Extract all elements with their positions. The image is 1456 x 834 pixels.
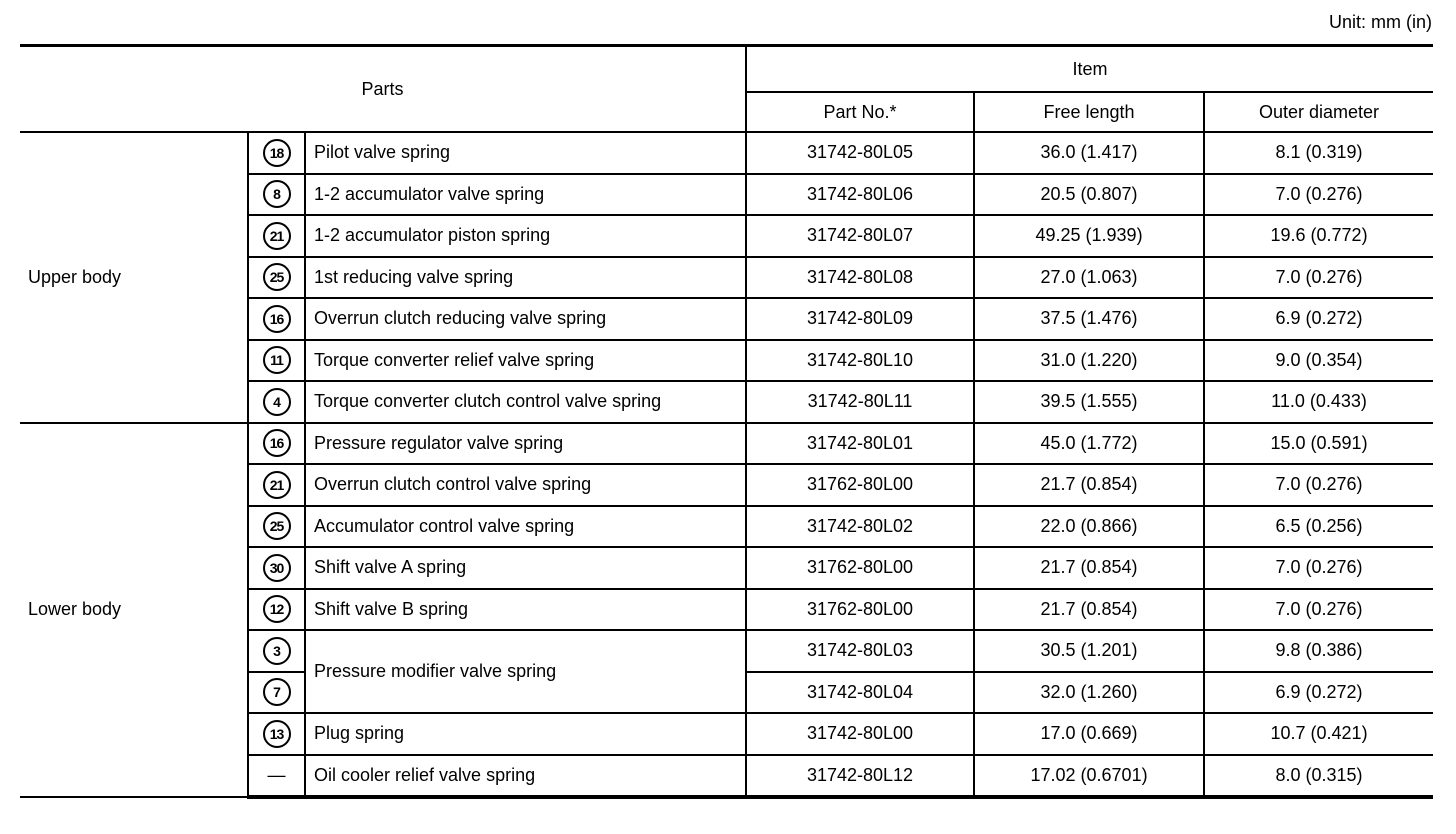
part-name: 1-2 accumulator valve spring [305,174,746,216]
part-name: Shift valve B spring [305,589,746,631]
header-free-length: Free length [974,92,1204,132]
index-number-badge: 7 [263,678,291,706]
outer-diameter: 6.5 (0.256) [1204,506,1433,548]
outer-diameter: 7.0 (0.276) [1204,174,1433,216]
part-number: 31742-80L01 [746,423,974,465]
part-number: 31762-80L00 [746,464,974,506]
header-outer-diameter: Outer diameter [1204,92,1433,132]
free-length: 22.0 (0.866) [974,506,1204,548]
index-number-badge: 11 [263,346,291,374]
free-length: 39.5 (1.555) [974,381,1204,423]
table-row [20,423,1433,465]
part-number: 31742-80L02 [746,506,974,548]
outer-diameter: 9.0 (0.354) [1204,340,1433,382]
free-length: 21.7 (0.854) [974,464,1204,506]
part-name: 1st reducing valve spring [305,257,746,299]
outer-diameter: 19.6 (0.772) [1204,215,1433,257]
free-length: 20.5 (0.807) [974,174,1204,216]
outer-diameter: 7.0 (0.276) [1204,257,1433,299]
outer-diameter: 6.9 (0.272) [1204,672,1433,714]
free-length: 49.25 (1.939) [974,215,1204,257]
unit-label: Unit: mm (in) [1329,12,1432,32]
part-name: Overrun clutch control valve spring [305,464,746,506]
part-name: Pressure regulator valve spring [305,423,746,465]
part-number: 31742-80L05 [746,132,974,174]
outer-diameter: 8.1 (0.319) [1204,132,1433,174]
free-length: 30.5 (1.201) [974,630,1204,672]
header-part-no: Part No.* [746,92,974,132]
part-number: 31742-80L11 [746,381,974,423]
part-number: 31742-80L09 [746,298,974,340]
part-name: Plug spring [305,713,746,755]
part-name: Overrun clutch reducing valve spring [305,298,746,340]
outer-diameter: 7.0 (0.276) [1204,589,1433,631]
part-number: 31742-80L00 [746,713,974,755]
outer-diameter: 7.0 (0.276) [1204,547,1433,589]
free-length: 17.02 (0.6701) [974,755,1204,798]
free-length: 32.0 (1.260) [974,672,1204,714]
part-number: 31762-80L00 [746,547,974,589]
outer-diameter: 10.7 (0.421) [1204,713,1433,755]
index-number-badge: 3 [263,637,291,665]
part-name: Pressure modifier valve spring [305,630,746,713]
free-length: 17.0 (0.669) [974,713,1204,755]
index-number-badge: 25 [263,263,291,291]
part-name: Torque converter relief valve spring [305,340,746,382]
index-number-badge: 18 [263,139,291,167]
part-number: 31742-80L04 [746,672,974,714]
part-number: 31742-80L07 [746,215,974,257]
outer-diameter: 15.0 (0.591) [1204,423,1433,465]
part-name: Accumulator control valve spring [305,506,746,548]
index-number-badge: 21 [263,222,291,250]
index-number-badge: 16 [263,429,291,457]
index-number-badge: 13 [263,720,291,748]
part-number: 31742-80L12 [746,755,974,798]
outer-diameter: 8.0 (0.315) [1204,755,1433,798]
free-length: 37.5 (1.476) [974,298,1204,340]
dash-icon: — [248,755,305,798]
outer-diameter: 6.9 (0.272) [1204,298,1433,340]
part-name: Shift valve A spring [305,547,746,589]
part-number: 31762-80L00 [746,589,974,631]
free-length: 45.0 (1.772) [974,423,1204,465]
outer-diameter: 9.8 (0.386) [1204,630,1433,672]
header-item: Item [746,46,1433,93]
spring-spec-table [20,44,1433,799]
part-name: 1-2 accumulator piston spring [305,215,746,257]
index-number-badge: 21 [263,471,291,499]
group-upper-body: Upper body [20,132,248,423]
part-number: 31742-80L08 [746,257,974,299]
index-number-badge: 16 [263,305,291,333]
free-length: 27.0 (1.063) [974,257,1204,299]
part-name: Oil cooler relief valve spring [305,755,746,798]
part-number: 31742-80L10 [746,340,974,382]
table-row [20,132,1433,174]
free-length: 21.7 (0.854) [974,547,1204,589]
header-parts: Parts [20,46,746,133]
group-lower-body: Lower body [20,423,248,798]
part-name: Pilot valve spring [305,132,746,174]
index-number-badge: 25 [263,512,291,540]
outer-diameter: 7.0 (0.276) [1204,464,1433,506]
index-number-badge: 8 [263,180,291,208]
outer-diameter: 11.0 (0.433) [1204,381,1433,423]
free-length: 21.7 (0.854) [974,589,1204,631]
free-length: 36.0 (1.417) [974,132,1204,174]
part-number: 31742-80L06 [746,174,974,216]
index-number-badge: 30 [263,554,291,582]
free-length: 31.0 (1.220) [974,340,1204,382]
index-number-badge: 12 [263,595,291,623]
index-number-badge: 4 [263,388,291,416]
part-name: Torque converter clutch control valve spring [305,381,746,423]
part-number: 31742-80L03 [746,630,974,672]
